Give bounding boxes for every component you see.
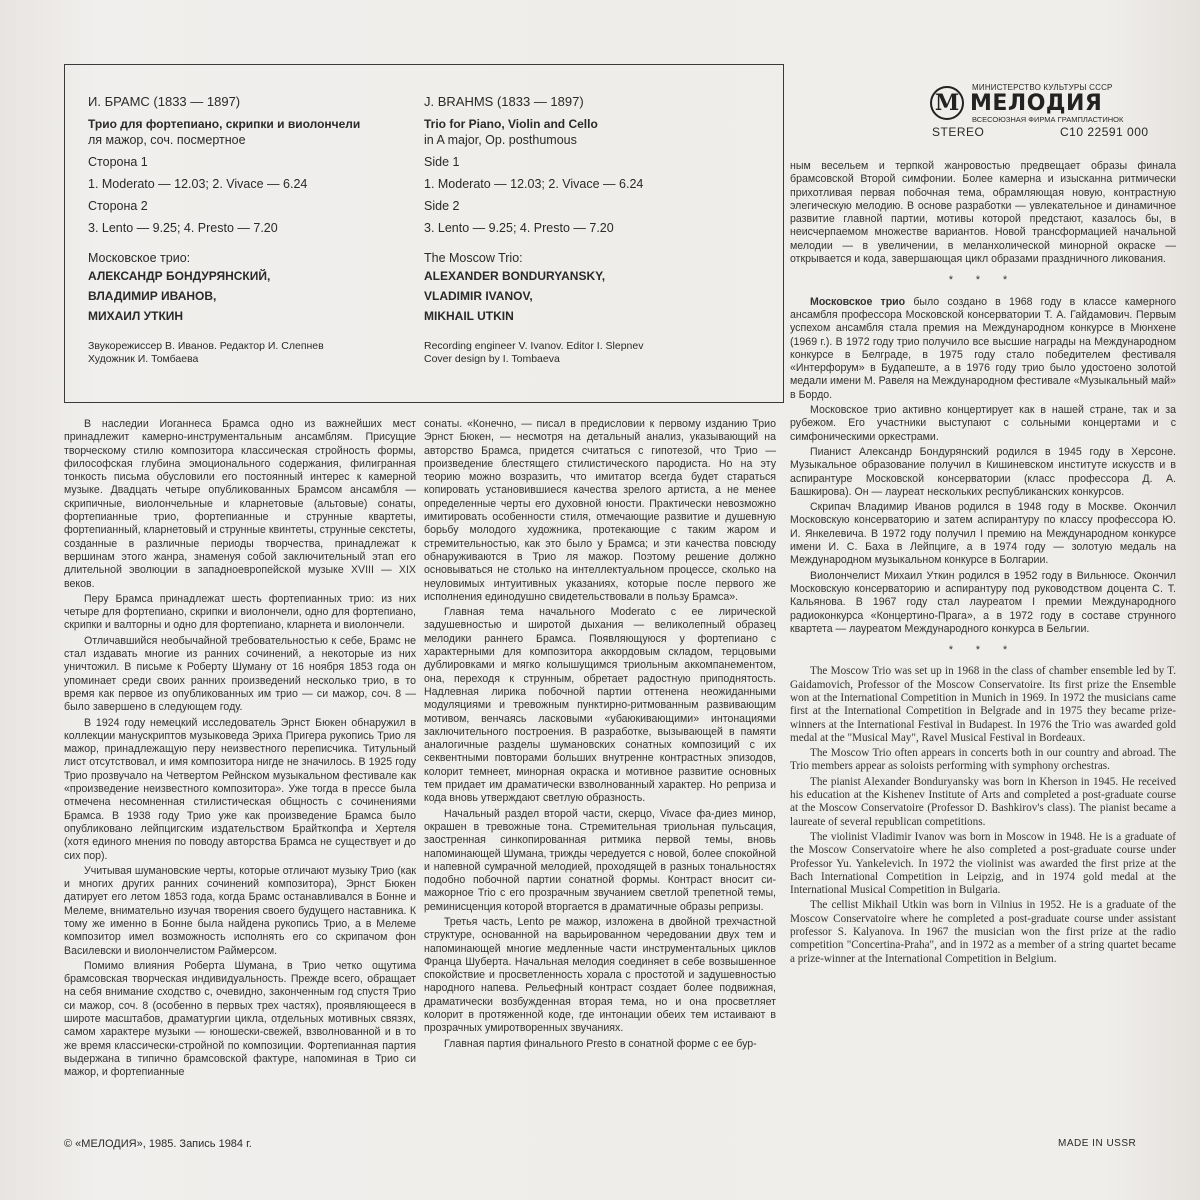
performer-en: MIKHAIL UTKIN xyxy=(424,309,514,323)
english-track-listing xyxy=(424,94,764,366)
stereo-label: STEREO xyxy=(932,125,985,139)
performer-en: VLADIMIR IVANOV, xyxy=(424,289,533,303)
notes-paragraph: Виолончелист Михаил Уткин родился в 1952 году в Вильнюсе. Окончил Московскую консерваторию и аспирантуру под руководством доцента С. Т. Кальянова. В 1967 году стал лауреатом I премии Международного радиоконкурса «Концертино-Прага», а в 1972 году в составе струнного квартета — лауреатом Международного конкурса в Бельгии. xyxy=(790,569,1176,635)
notes-paragraph: Отличавшийся необычайной требовательностью к себе, Брамс не стал издавать многие из ранних сочинений, а некоторые из них уничтожил. В письме к Роберту Шуману от 16 ноября 1853 года он упоминает среди своих ранних произведений несколько трио, в то время как первое из опубликованных им трио — си мажор, соч. 8 — было завершено в следующем году. xyxy=(64,634,416,714)
notes-paragraph: Перу Брамса принадлежат шесть фортепианных трио: из них четыре для фортепиано, скрипки и виолончели, одно для фортепиано, скрипки и валторны и одно для фортепиано, кларнета и виолончели. xyxy=(64,592,416,632)
notes-paragraph-en: The Moscow Trio was set up in 1968 in the class of chamber ensemble led by T. Gaidamovich, Professor of the Moscow Conservatoire. Its first prize the Ensemble won at the International Competition in Munich in 1969. In 1972 the musicians came first at the International Competition in Belgrade and in 1975 they became prize-winners at the International Festival in Budapest. In 1976 the Trio was awarded gold medal at the "Musical May", Ravel Musical Festival in Bordeaux. xyxy=(790,665,1176,744)
notes-paragraph: В 1924 году немецкий исследователь Эрнст Бюкен обнаружил в коллекции манускриптов музыковеда Эриха Пригера рукопись Трио ля мажор, принадлежащую перу неизвестного переписчика. Титульный лист отсутствовал, и имя композитора нигде не значилось. В 1925 году Трио прозвучало на Четвертом Рейнском музыкальном фестивале как «произведение неизвестного композитора». Уже тогда в прессе была отмечена несомненная стилистическая общность с сочинениями Брамса. В 1938 году Трио уже как произведение Брамса было опубликовано лейпцигским издательством Брайткопфа и Хертеля (хотя единого мнения по поводу авторства Брамса не существует и до сих пор). xyxy=(64,716,416,862)
work-title-en: Trio for Piano, Violin and Cello xyxy=(424,117,598,131)
side1-tracks-en: 1. Moderato — 12.03; 2. Vivace — 6.24 xyxy=(424,177,644,191)
work-subtitle-ru: ля мажор, соч. посмертное xyxy=(88,133,246,147)
notes-paragraph: Главная тема начального Moderato с ее лирической задушевностью и широтой дыхания — великолепный образец мелодики раннего Брамса. Появляющуюся у фортепиано с характерными для композитора аккордовым складом, терцовыми дублировками и мягко колышущимся триольным аккомпанементом, она, переходя к струнным, обретает радостную приподнятость. Надлевная лирика побочной партии оттенена неожиданными модуляциями и тревожным пунктирно-ритмованным развивающим мотивом, венчаясь ласковыми «убаюкивающими» интонациями заключительного построения. В разработке, вызывающей в памяти аналогичные разделы шумановских сонатных композиций с их секвентными повторами больших внутренне контрастных эпизодов, колорит темнеет, минорная окраска и мотивное развитие основных тем придает им драматически взволнованный характер. Но реприза и кода вновь утверждают светлую образность. xyxy=(424,606,776,805)
notes-paragraph: Главная партия финального Presto в сонатной форме с ее бур- xyxy=(444,1037,757,1050)
copyright-footer: © «МЕЛОДИЯ», 1985. Запись 1984 г. xyxy=(64,1138,252,1150)
side2-tracks-ru: 3. Lento — 9.25; 4. Presto — 7.20 xyxy=(88,221,278,235)
performer-ru: АЛЕКСАНДР БОНДУРЯНСКИЙ, xyxy=(88,269,271,283)
melodiya-emblem-icon: М xyxy=(930,86,964,120)
notes-paragraph: сонаты. «Конечно, — писал в предисловии к первому изданию Трио Эрнст Бюкен, — несмотря на детальный анализ, указывающий на авторство Брамса, придется считаться с гипотезой, что Трио — произведение блестящего стилистического пародиста. Но на эту теорию можно возразить, что имитатор всегда будет стараться копировать установившиеся качества зрелого артиста, а не менее определенные черты его духовной юности. Практически невозможно имитировать особенности стиля, отмечающие развитие и душевную борьбу молодого художника, протекающие с таким жаром и стремительностью, как это было у Брамса; и эти качества повсюду обнаруживаются в Трио ля мажор. Поэтому решение должно основываться не столько на интеллектуальном процессе, сколько на неуловимых интуитивных указаниях, которые после первого же исполнения единодушно свидетельствовали в пользу Брамса». xyxy=(424,418,776,603)
notes-paragraph-en: The Moscow Trio often appears in concerts both in our country and abroad. The Trio members appear as soloists performing with symphony orchestras. xyxy=(790,747,1176,773)
performer-ru: ВЛАДИМИР ИВАНОВ, xyxy=(88,289,217,303)
credits-ru: Звукорежиссер В. Иванов. Редактор И. Слепнев xyxy=(88,340,324,352)
logo-name: МЕЛОДИЯ xyxy=(970,91,1103,116)
notes-paragraph: Начальный раздел второй части, скерцо, Vivace фа-диез минор, окрашен в тревожные тона. Стремительная триольная пульсация, заостренная синкопированная ритмика первой темы, вновь напоминающей Шумана, трижды чередуется с новой, более спокойной и напевной сумрачной мелодией, проходящей в разных тональностях подобно побочной партии сонатной формы. Контраст вносит си-мажорное Trio с его прозрачным звучанием светлой трепетной темы, реминисценция которой вторгается в драматичные образы репризы. xyxy=(424,807,776,913)
section-divider: * * * xyxy=(948,274,1018,287)
notes-paragraph-text: было создано в 1968 году в классе камерного ансамбля профессора Московской консерватории Т. А. Гайдамович. Первым успехом ансамбля стала премия на Международном конкурсе в Мюнхене (1969 г.). В 1972 году трио получило все высшие награды на Международном конкурсе в Белграде, в 1975 году стало победителем фестиваля «Интерфорум» в Будапеште, а в 1976 году трио было удостоено золотой медали имени М. Равеля на Международном фестивале «Музыкальный май» в Бордо. xyxy=(790,295,1176,401)
credits-ru: Художник И. Томбаева xyxy=(88,353,199,365)
credits-en: Recording engineer V. Ivanov. Editor I. Slepnev xyxy=(424,340,644,352)
notes-paragraph: Пианист Александр Бондурянский родился в 1945 году в Херсоне. Музыкальное образование получил в Кишиневском институте искусств и в аспирантуре Московской консерватории (класс профессора Д. А. Башкирова). Он — лауреат нескольких республиканских конкурсов. xyxy=(790,445,1176,498)
notes-paragraph-en: The cellist Mikhail Utkin was born in Vilnius in 1952. He is a graduate of the Moscow Conservatoire where he completed a post-graduate course under assistant professor S. Kalyanova. In 1967 the musician won the first prize at the radio competition "Concertina-Praha", and in 1972 as a member of a string quartet became a prize-winner at the International Competition in Belgium. xyxy=(790,899,1176,965)
side1-label-en: Side 1 xyxy=(424,155,460,169)
performer-ru: МИХАИЛ УТКИН xyxy=(88,309,184,323)
work-subtitle-en: in A major, Op. posthumous xyxy=(424,133,577,147)
section-divider: * * * xyxy=(948,644,1018,657)
english-bios xyxy=(790,665,1176,966)
catalog-number: С10 22591 000 xyxy=(1060,125,1149,139)
ensemble-ru: Московское трио: xyxy=(88,251,191,265)
notes-paragraph-en: The violinist Vladimir Ivanov was born in Moscow in 1948. He is a graduate of the Moscow Conservatoire where he also completed a post-graduate course under Professor Yu. Yankelevich. In 1972 the violinist was awarded the first prize at the Bach International Competition in Leipzig, and in 1974 gold medal at the International Musical Competition in Bulgaria. xyxy=(790,830,1176,897)
russian-track-listing xyxy=(88,94,428,366)
logo-ministry: МИНИСТЕРСТВО КУЛЬТУРЫ СССР xyxy=(972,83,1113,92)
side1-tracks-ru: 1. Moderato — 12.03; 2. Vivace — 6.24 xyxy=(88,177,308,191)
notes-column-1 xyxy=(64,418,416,1082)
notes-paragraph: В наследии Иоганнеса Брамса одно из важнейших мест принадлежит камерно-инструментальным ансамблям. Присущие творческому стилю композитора классическая стройность формы, философская глубина эмоционального содержания, филигранная тонкость письма обусловили его постоянный интерес к камерной музыке. Двадцать четыре опубликованных Брамсом ансамбля — скрипичные, виолончельные и кларнетовые (альтовые) сонаты, фортепианные трио, фортепианные и струнные квартеты, фортепианный, кларнетовый и струнные квинтеты, струнные секстеты, созданные в различные периоды творчества, принадлежат к вершинам этого жанра, знаменуя собой заключительный этап его длительной эволюции в западноевропейской музыке XVIII — XIX веков. xyxy=(64,418,416,590)
melodiya-logo xyxy=(930,83,1180,123)
notes-paragraph: Скрипач Владимир Иванов родился в 1948 году в Москве. Окончил Московскую консерваторию и затем аспирантуру по классу профессора Ю. И. Янкелевича. В 1972 году получил I премию на Международном конкурсе имени И. С. Баха в Лейпциге, а в 1974 году — золотую медаль на Международном музыкальном конкурсе в Болгарии. xyxy=(790,501,1176,567)
performer-en: ALEXANDER BONDURYANSKY, xyxy=(424,269,606,283)
side2-tracks-en: 3. Lento — 9.25; 4. Presto — 7.20 xyxy=(424,221,614,235)
notes-paragraph: Помимо влияния Роберта Шумана, в Трио четко ощутима брамсовская творческая индивидуальность. Прежде всего, обращает на себя внимание сходство с, очевидно, законченным год спустя Трио си мажор, соч. 8 (особенно в первых трех частях), проявляющееся в широте масштабов, драматургии цикла, отдельных мотивных связях, самом характере музыки — юношески-свежей, взволнованной и в то же время классически-стройной по композиции. Фортепианная партия выдержана в типично брамсовской фактуре, напоминая в Трио си мажор, и фортепианные xyxy=(64,959,416,1079)
notes-paragraph-en: The pianist Alexander Bonduryansky was born in Kherson in 1945. He received his education at the Kishenev Institute of Arts and completed a post-graduate course at the Moscow Conservatoire (Professor D. Bashkirov's class). The pianist became a laureate of several republican competitions. xyxy=(790,775,1176,828)
notes-column-2 xyxy=(424,418,776,1053)
logo-subtitle: ВСЕСОЮЗНАЯ ФИРМА ГРАМПЛАСТИНОК xyxy=(972,115,1124,124)
side2-label-ru: Сторона 2 xyxy=(88,199,148,213)
trio-name-bold: Московское трио xyxy=(810,295,906,308)
side1-label-ru: Сторона 1 xyxy=(88,155,148,169)
notes-paragraph xyxy=(790,296,1176,402)
side2-label-en: Side 2 xyxy=(424,199,460,213)
made-in-footer: MADE IN USSR xyxy=(1058,1138,1137,1149)
notes-paragraph: Московское трио активно концертирует как в нашей стране, так и за рубежом. Его участники выступают с сольными концертами и с симфоническими оркестрами. xyxy=(790,404,1176,443)
ensemble-en: The Moscow Trio: xyxy=(424,251,523,265)
notes-column-3 xyxy=(790,160,1176,968)
notes-paragraph: Третья часть, Lento ре мажор, изложена в двойной трехчастной структуре, основанной на варьированном чередовании двух тем и напоминающей многие медленные части инструментальных циклов Франца Шуберта. Начальная мелодия соединяет в себе возвышенное спокойствие и просветленность хорала с простотой и задушевностью народного напева. Рельефный контраст создает более подвижная, драматически возбужденная вторая тема, но и она просветляет колорит в протяженной коде, где интонации обеих тем истаивают в прозрачных умиротворенных звучаниях. xyxy=(424,915,776,1035)
notes-paragraph: ным весельем и терпкой жанровостью предвещает образы финала брамсовской Второй симфонии. Более камерна и изысканна ритмически прихотливая первая побочная тема, обрамляющая новую, контрастную элегическую мелодию. В основе разработки — увлекательное и динамичное развитие главной партии, мотивы которой предстают, казалось бы, в неисчерпаемом множестве вариантов. Новой трансформацией начальной мелодии — в увеличении, в меланхолической минорной окраске — открывается и кода, завершающая цикл образами праздничного ликования. xyxy=(790,160,1176,266)
composer-ru: И. БРАМС (1833 — 1897) xyxy=(88,94,241,109)
notes-paragraph: Учитывая шумановские черты, которые отличают музыку Трио (как и многих других ранних сочинений композитора), Эрнст Бюкен датирует его летом 1853 года, когда Брамс останавливался в Бонне и Мелеме, внимательно изучая творения своего будущего наставника. К тому же именно в Бонне была найдена рукопись Трио, а в Мелеме композитор имел возможность исполнять его со скрипачом фон Василевски и виолончелистом Раймерсом. xyxy=(64,864,416,957)
credits-en: Cover design by I. Tombaeva xyxy=(424,353,560,365)
composer-en: J. BRAHMS (1833 — 1897) xyxy=(424,94,584,109)
work-title-ru: Трио для фортепиано, скрипки и виолончели xyxy=(88,117,361,131)
